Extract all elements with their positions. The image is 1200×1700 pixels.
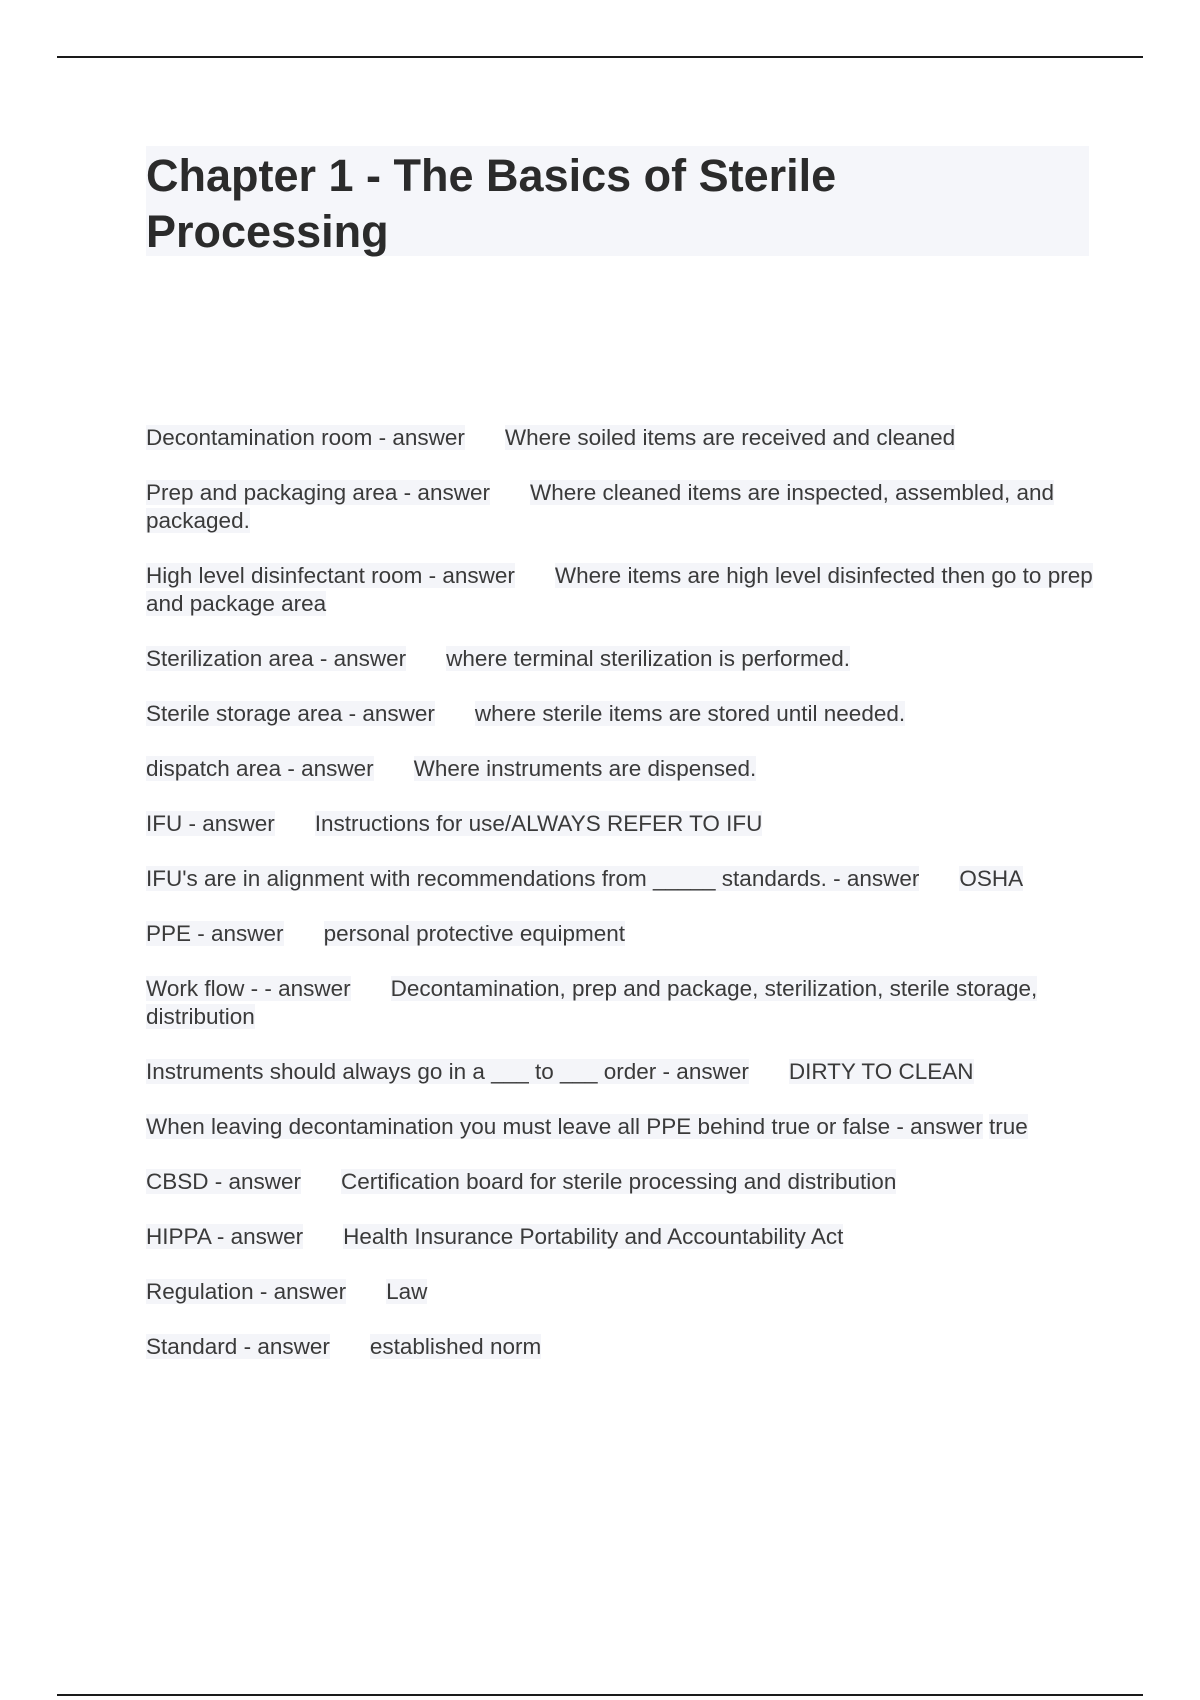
- qa-item: [146, 1058, 1106, 1086]
- qa-term: Sterilization area - answer: [146, 646, 407, 671]
- qa-term: Instruments should always go in a ___ to ___ order - answer: [146, 1059, 749, 1084]
- qa-term: When leaving decontamination you must leave all PPE behind true or false - answer: [146, 1114, 983, 1139]
- qa-answer: DIRTY TO CLEAN: [788, 1059, 974, 1084]
- qa-item: [146, 645, 1106, 673]
- qa-item: [146, 810, 1106, 838]
- bottom-rule: [57, 1694, 1143, 1696]
- qa-list: [146, 424, 1106, 1388]
- qa-item: [146, 865, 1106, 893]
- qa-item: [146, 1333, 1106, 1361]
- qa-item: [146, 1278, 1106, 1306]
- title-block: [146, 146, 1089, 256]
- qa-answer: true: [988, 1114, 1028, 1139]
- qa-answer: Where cleaned items are inspected, assembled, and packaged.: [146, 480, 1055, 533]
- qa-answer: OSHA: [959, 866, 1024, 891]
- qa-item: [146, 1168, 1106, 1196]
- qa-answer: Instructions for use/ALWAYS REFER TO IFU: [314, 811, 763, 836]
- qa-item: [146, 424, 1106, 452]
- qa-answer: Decontamination, prep and package, sterilization, sterile storage, distribution: [146, 976, 1038, 1029]
- qa-term: Work flow - - answer: [146, 976, 351, 1001]
- qa-answer: Health Insurance Portability and Accountability Act: [343, 1224, 844, 1249]
- qa-item: [146, 1223, 1106, 1251]
- qa-term: Standard - answer: [146, 1334, 330, 1359]
- qa-term: High level disinfectant room - answer: [146, 563, 515, 588]
- qa-answer: Certification board for sterile processing and distribution: [341, 1169, 897, 1194]
- qa-item: [146, 920, 1106, 948]
- qa-answer: Law: [386, 1279, 428, 1304]
- qa-item: [146, 1113, 1106, 1141]
- qa-term: Prep and packaging area - answer: [146, 480, 490, 505]
- page-title: Chapter 1 - The Basics of Sterile Processing: [146, 150, 837, 257]
- qa-term: IFU - answer: [146, 811, 275, 836]
- qa-item: [146, 700, 1106, 728]
- qa-term: HIPPA - answer: [146, 1224, 304, 1249]
- qa-answer: where terminal sterilization is performed.: [446, 646, 851, 671]
- qa-term: dispatch area - answer: [146, 756, 374, 781]
- qa-term: IFU's are in alignment with recommendations from _____ standards. - answer: [146, 866, 920, 891]
- qa-item: [146, 755, 1106, 783]
- qa-term: Sterile storage area - answer: [146, 701, 435, 726]
- qa-answer: personal protective equipment: [323, 921, 625, 946]
- qa-item: [146, 562, 1106, 618]
- qa-answer: Where instruments are dispensed.: [413, 756, 757, 781]
- qa-item: [146, 479, 1106, 535]
- qa-item: [146, 975, 1106, 1031]
- qa-term: PPE - answer: [146, 921, 284, 946]
- qa-answer: Where soiled items are received and cleaned: [504, 425, 956, 450]
- qa-answer: where sterile items are stored until needed.: [474, 701, 906, 726]
- qa-answer: Where items are high level disinfected then go to prep and package area: [146, 563, 1093, 616]
- qa-term: Regulation - answer: [146, 1279, 347, 1304]
- qa-answer: established norm: [369, 1334, 542, 1359]
- qa-term: Decontamination room - answer: [146, 425, 465, 450]
- qa-term: CBSD - answer: [146, 1169, 302, 1194]
- top-rule: [57, 56, 1143, 58]
